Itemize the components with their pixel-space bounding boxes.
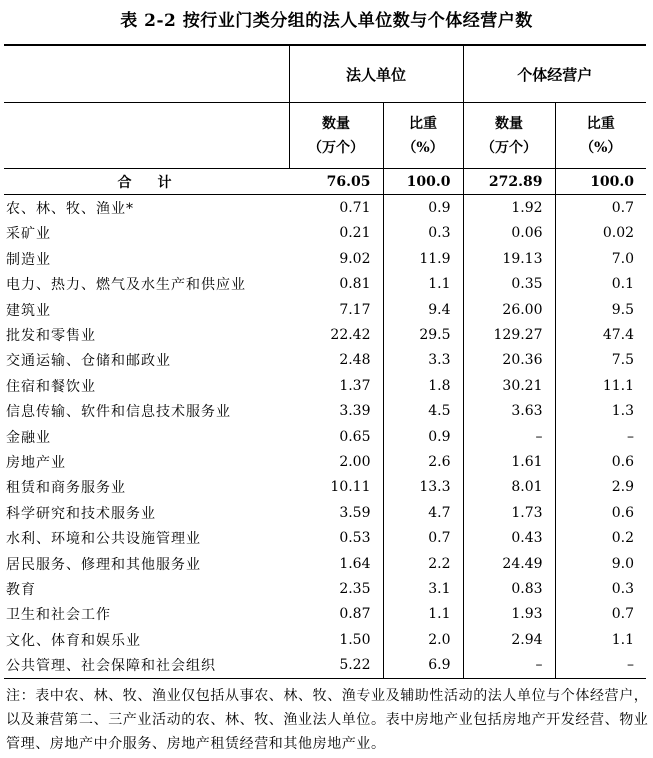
indiv-pct-cell: 7.5 [611, 352, 635, 369]
indiv-pct-cell: 9.5 [611, 301, 635, 318]
indiv-qty-cell: 24.49 [463, 551, 555, 576]
header-legal-pct [383, 103, 463, 169]
header-qty-label: 数量 [322, 115, 350, 132]
industry-name-cell: 农、林、牧、渔业* [6, 201, 134, 218]
indiv-pct-cell: 0.6 [611, 504, 635, 521]
table-row [4, 297, 646, 322]
table-row [4, 399, 646, 424]
table-row [4, 551, 646, 576]
industry-name-cell: 水利、环境和公共设施管理业 [6, 531, 201, 548]
header-qty-unit: （万个） [481, 139, 538, 156]
legal-pct-cell: 11.9 [383, 246, 463, 271]
header-individual-households: 个体经营户 [463, 45, 646, 103]
indiv-qty-cell: 30.21 [463, 373, 555, 398]
table-row [4, 475, 646, 500]
header-qty-unit: （万个） [308, 139, 364, 156]
legal-pct-cell: 0.3 [383, 221, 463, 246]
indiv-qty-cell: 272.89 [463, 169, 555, 195]
industry-name-cell: 电力、热力、燃气及水生产和供应业 [6, 277, 246, 294]
table-title: 表 2-2 按行业门类分组的法人单位数与个体经营户数 [120, 11, 533, 31]
statistics-table [4, 44, 646, 679]
table-row [4, 348, 646, 373]
legal-pct-cell: 100.0 [383, 169, 463, 195]
indiv-qty-cell: 1.61 [463, 449, 555, 474]
legal-qty-cell: 2.48 [289, 348, 383, 373]
legal-pct-cell: 2.6 [383, 449, 463, 474]
industry-name-cell: 制造业 [6, 251, 51, 268]
indiv-pct-cell: 0.7 [611, 606, 635, 623]
table-row [4, 272, 646, 297]
indiv-pct-cell: 2.9 [611, 479, 635, 496]
legal-pct-cell: 3.1 [383, 576, 463, 601]
legal-qty-cell: 0.65 [289, 424, 383, 449]
legal-qty-cell: 3.39 [289, 399, 383, 424]
industry-name-cell: 居民服务、修理和其他服务业 [6, 556, 201, 573]
legal-pct-cell: 29.5 [383, 322, 463, 347]
indiv-qty-cell: 3.63 [463, 399, 555, 424]
header-blank-cell-2 [4, 103, 289, 169]
table-body [4, 169, 646, 679]
header-blank-cell [4, 45, 289, 103]
indiv-qty-cell: 0.43 [463, 525, 555, 550]
indiv-pct-cell: 0.7 [611, 200, 635, 217]
indiv-pct-cell: 0.2 [611, 530, 635, 547]
indiv-qty-cell: 8.01 [463, 475, 555, 500]
legal-qty-cell: 0.53 [289, 525, 383, 550]
legal-pct-cell: 2.0 [383, 627, 463, 652]
legal-qty-cell: 9.02 [289, 246, 383, 271]
industry-name-cell: 卫生和社会工作 [6, 607, 111, 624]
table-row [4, 195, 646, 221]
legal-qty-cell: 2.35 [289, 576, 383, 601]
indiv-pct-cell: 9.0 [611, 555, 635, 572]
header-legal-entities: 法人单位 [289, 45, 463, 103]
indiv-pct-cell: 1.1 [611, 631, 635, 648]
legal-qty-cell: 0.87 [289, 602, 383, 627]
legal-qty-cell: 22.42 [289, 322, 383, 347]
footnote: 注：表中农、林、牧、渔业仅包括从事农、林、牧、渔专业及辅助性活动的法人单位与个体经营户，以及兼营第二、三产业活动的农、林、牧、渔业法人单位。表中房地产业包括房地产开发经营、物业管理、房地产中介服务、房地产租赁经营和其他房地产业。 [6, 688, 649, 752]
legal-pct-cell: 1.8 [383, 373, 463, 398]
indiv-qty-cell: 20.36 [463, 348, 555, 373]
industry-name-cell: 建筑业 [6, 302, 51, 319]
legal-pct-cell: 6.9 [383, 652, 463, 678]
header-indiv-qty [463, 103, 555, 169]
indiv-qty-cell: 1.93 [463, 602, 555, 627]
indiv-pct-cell: 7.0 [611, 250, 635, 267]
legal-pct-cell: 13.3 [383, 475, 463, 500]
legal-pct-cell: 0.9 [383, 424, 463, 449]
indiv-pct-cell: 0.1 [611, 276, 635, 293]
table-row [4, 246, 646, 271]
header-pct-label: 比重 [586, 115, 615, 132]
table-row [4, 525, 646, 550]
table-row [4, 602, 646, 627]
industry-name-cell: 合 计 [4, 169, 289, 195]
indiv-pct-cell: – [627, 428, 635, 445]
industry-name-cell: 租赁和商务服务业 [6, 480, 126, 497]
table-header [4, 45, 646, 169]
legal-pct-cell: 0.7 [383, 525, 463, 550]
industry-name-cell: 文化、体育和娱乐业 [6, 632, 141, 649]
total-row [4, 169, 646, 195]
industry-name-cell: 批发和零售业 [6, 328, 96, 345]
indiv-pct-cell: 1.3 [611, 403, 635, 420]
indiv-pct-cell: 0.3 [611, 580, 635, 597]
table-row [4, 652, 646, 678]
legal-qty-cell: 0.71 [289, 195, 383, 221]
industry-name-cell: 住宿和餐饮业 [6, 378, 96, 395]
legal-pct-cell: 1.1 [383, 272, 463, 297]
legal-pct-cell: 3.3 [383, 348, 463, 373]
indiv-qty-cell: – [463, 652, 555, 678]
indiv-pct-cell: – [555, 652, 646, 678]
table-row [4, 424, 646, 449]
table-row [4, 373, 646, 398]
indiv-qty-cell: 19.13 [463, 246, 555, 271]
industry-name-cell: 金融业 [6, 429, 51, 446]
indiv-pct-cell: 11.1 [602, 377, 635, 394]
legal-qty-cell: 0.81 [289, 272, 383, 297]
indiv-pct-cell: 0.02 [602, 225, 635, 242]
indiv-qty-cell: 1.73 [463, 500, 555, 525]
header-indiv-pct [555, 103, 646, 169]
legal-qty-cell: 1.50 [289, 627, 383, 652]
indiv-pct-cell: 0.6 [611, 453, 635, 470]
industry-name-cell: 采矿业 [6, 226, 51, 243]
legal-qty-cell: 1.37 [289, 373, 383, 398]
header-qty-label: 数量 [495, 115, 524, 132]
indiv-qty-cell: 0.83 [463, 576, 555, 601]
header-legal-qty [289, 103, 383, 169]
legal-qty-cell: 10.11 [289, 475, 383, 500]
industry-name-cell: 信息传输、软件和信息技术服务业 [6, 404, 231, 421]
legal-pct-cell: 1.1 [383, 602, 463, 627]
legal-qty-cell: 1.64 [289, 551, 383, 576]
indiv-qty-cell: 0.06 [463, 221, 555, 246]
header-pct-label: 比重 [409, 115, 437, 132]
header-pct-unit: （%） [580, 139, 622, 156]
indiv-qty-cell: – [463, 424, 555, 449]
legal-qty-cell: 2.00 [289, 449, 383, 474]
industry-name-cell: 交通运输、仓储和邮政业 [6, 353, 171, 370]
indiv-qty-cell: 1.92 [463, 195, 555, 221]
table-row [4, 322, 646, 347]
table-row [4, 627, 646, 652]
indiv-pct-cell: 100.0 [555, 169, 646, 195]
legal-qty-cell: 3.59 [289, 500, 383, 525]
legal-pct-cell: 4.7 [383, 500, 463, 525]
header-pct-unit: （%） [402, 139, 444, 156]
legal-qty-cell: 0.21 [289, 221, 383, 246]
table-row [4, 221, 646, 246]
legal-qty-cell: 76.05 [289, 169, 383, 195]
indiv-pct-cell: 47.4 [602, 327, 635, 344]
industry-name-cell: 房地产业 [6, 454, 66, 471]
indiv-qty-cell: 2.94 [463, 627, 555, 652]
indiv-qty-cell: 129.27 [463, 322, 555, 347]
table-row [4, 449, 646, 474]
legal-pct-cell: 9.4 [383, 297, 463, 322]
indiv-qty-cell: 0.35 [463, 272, 555, 297]
table-row [4, 576, 646, 601]
indiv-qty-cell: 26.00 [463, 297, 555, 322]
legal-pct-cell: 4.5 [383, 399, 463, 424]
legal-pct-cell: 2.2 [383, 551, 463, 576]
industry-name-cell: 科学研究和技术服务业 [6, 505, 156, 522]
legal-pct-cell: 0.9 [383, 195, 463, 221]
legal-qty-cell: 7.17 [289, 297, 383, 322]
industry-name-cell: 教育 [6, 581, 36, 598]
legal-qty-cell: 5.22 [289, 652, 383, 678]
table-row [4, 500, 646, 525]
industry-name-cell: 公共管理、社会保障和社会组织 [4, 652, 289, 678]
